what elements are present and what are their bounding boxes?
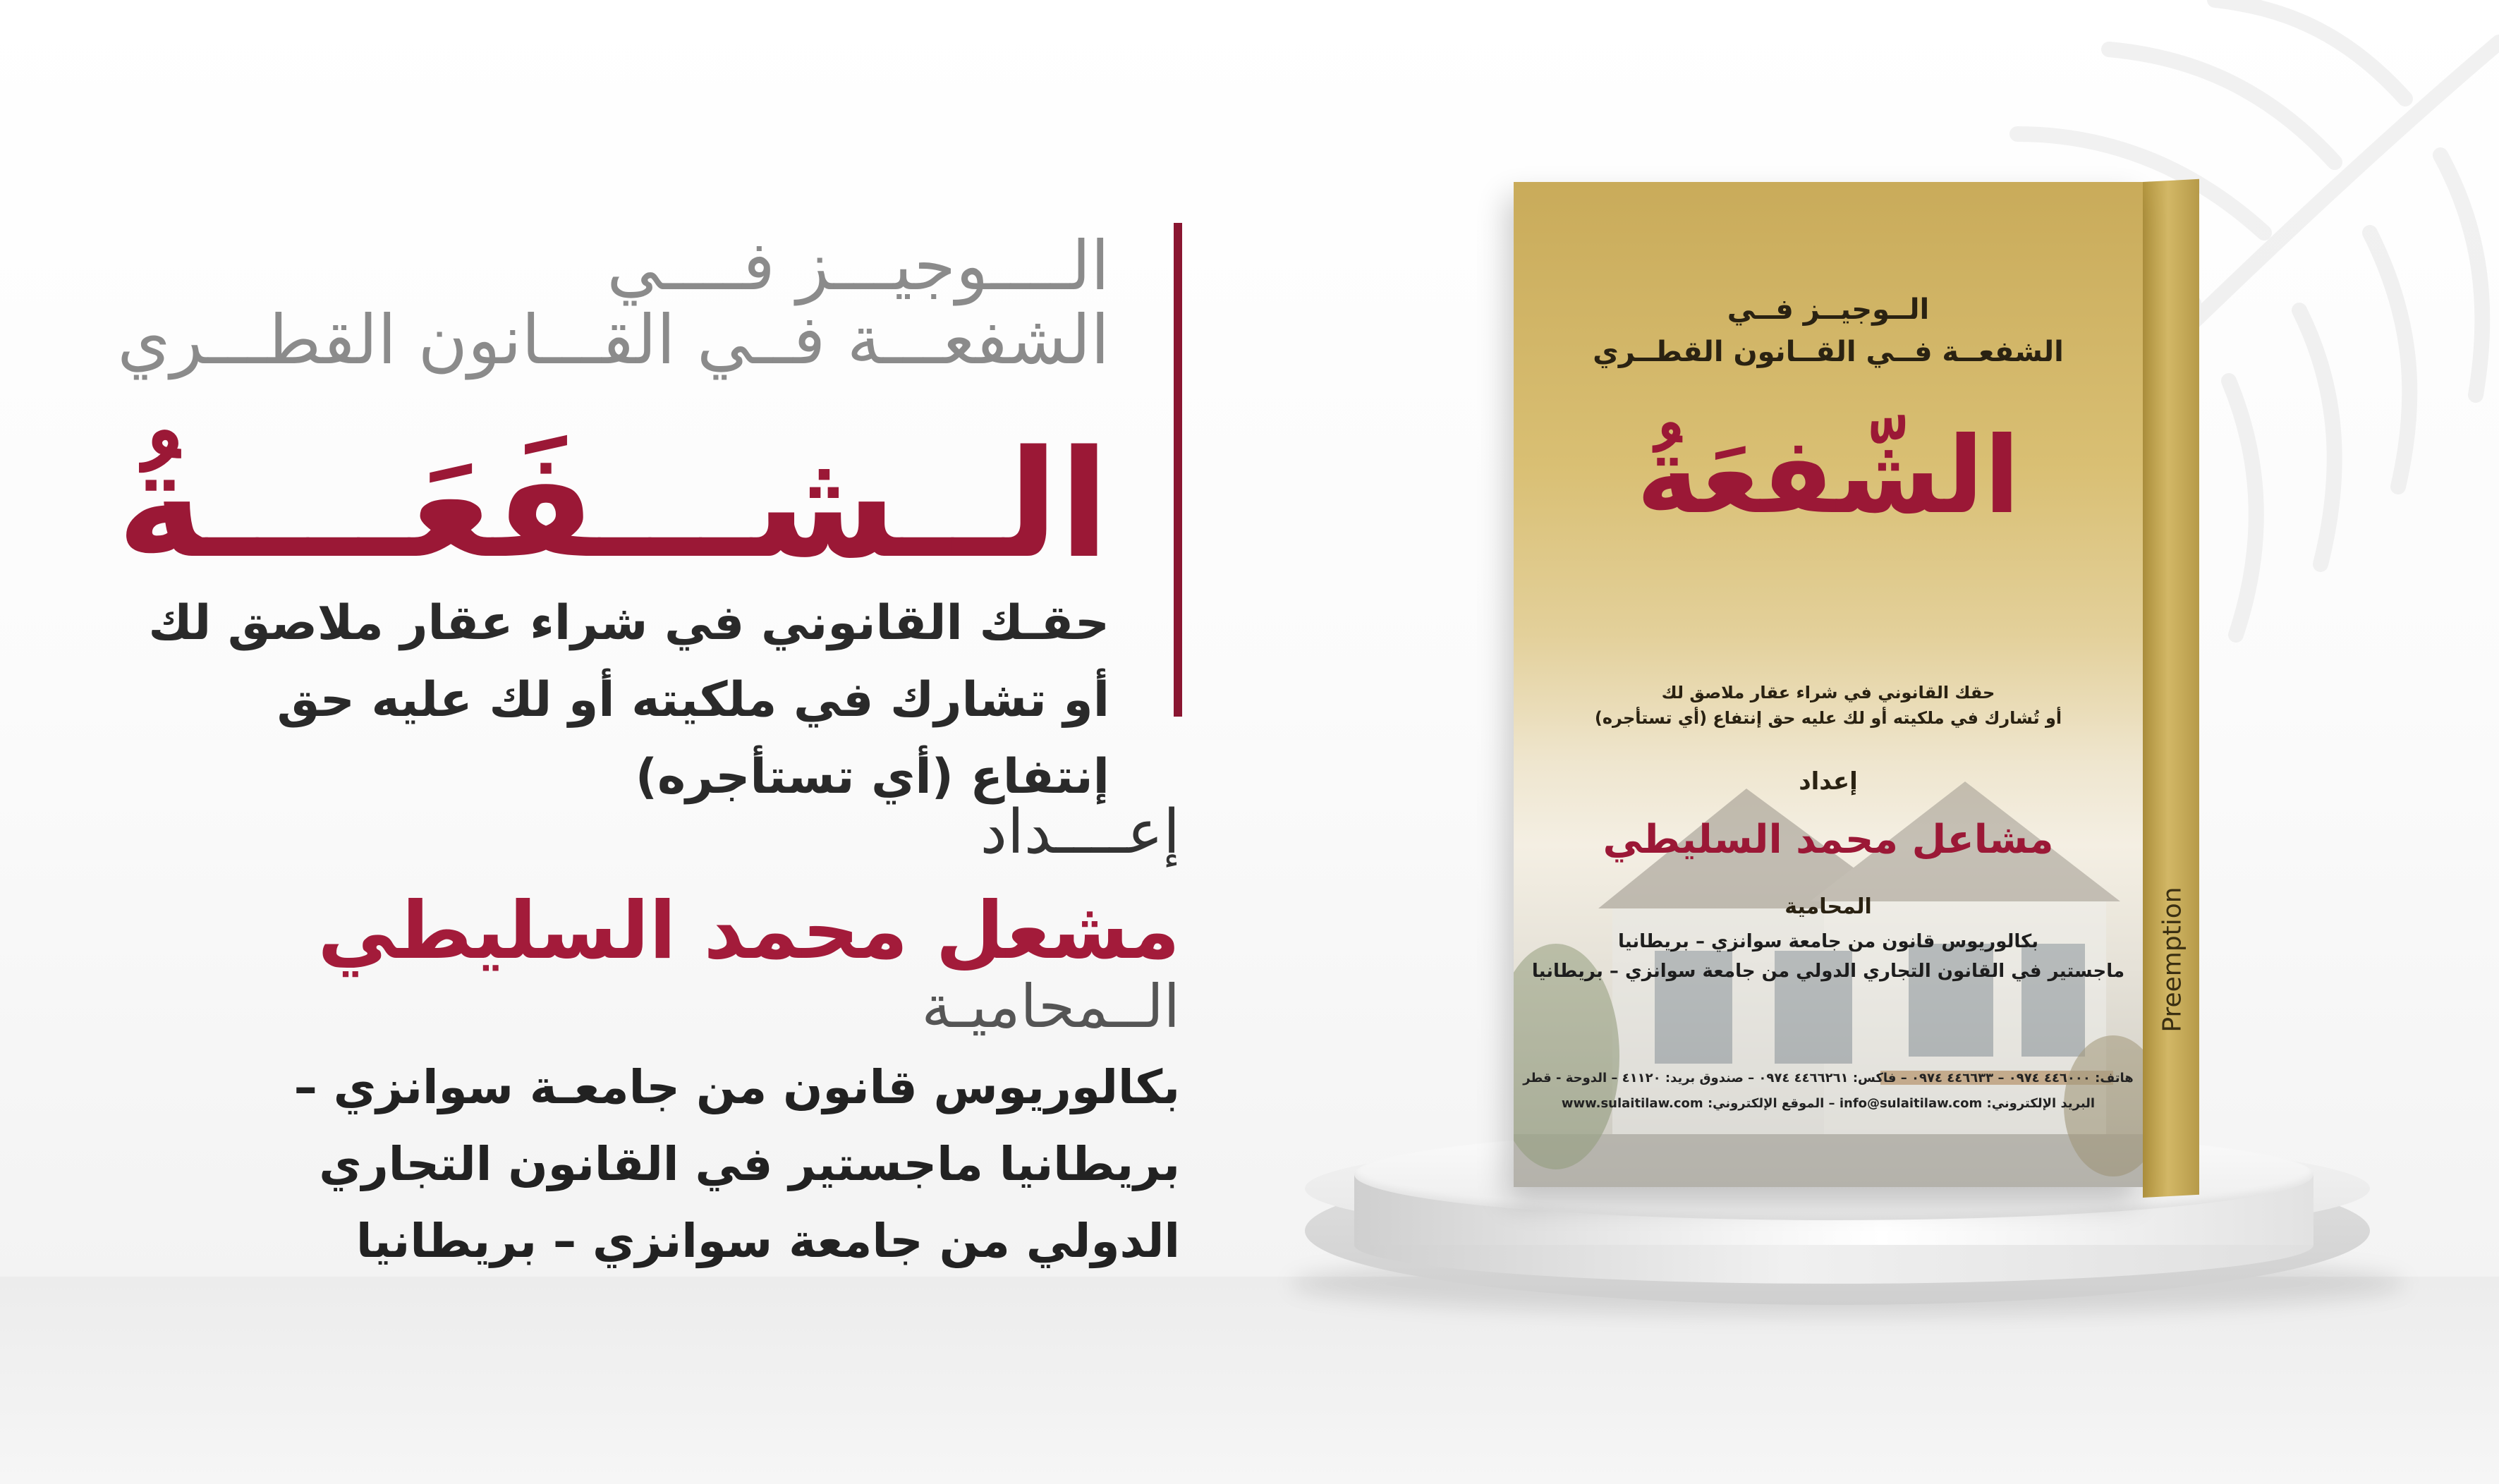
prepared-by-label: إعــــداد (980, 797, 1180, 868)
cover-line-1: الــوجيــز فــي (1727, 293, 1930, 326)
author-title: الــمحاميـة (921, 972, 1180, 1041)
heading-line-1: الــــوجيـــز فــــي (607, 226, 1109, 305)
cover-contact-1: هاتف: ٤٤٦٠٠٠ ٠٩٧٤ – ٤٤٦٦٣٣ ٠٩٧٤ – فاكس: ٤٤٦٦٢٦١ ٠٩٧٤ – صندوق بريد: ٤١١٢٠ – الدوحة - قطر (1523, 1071, 2134, 1085)
cover-author-title: المحامية (1784, 894, 1872, 919)
accent-divider-bar (1174, 223, 1182, 717)
book-spine-label: Preemption (2158, 886, 2187, 1033)
cover-description-1: حقك القانوني في شراء عقار ملاصق لك (1661, 683, 1995, 703)
cover-prepared-by: إعداد (1799, 767, 1858, 796)
cover-title: الشّفعَةُ (1636, 415, 2020, 537)
description-text: حقـك القانوني في شراء عقار ملاصق لك أو تشارك في ملكيته أو لك عليه حق إنتفاع (أي تستأجره) (148, 595, 1109, 805)
author-name: مشعل محمد السليطي (317, 885, 1180, 977)
cover-line-2: الشفعــة فــي القــانون القطــري (1593, 336, 2064, 368)
cover-credential-2: ماجستير في القانون التجاري الدولي من جامعة سوانزي – بريطانيا (1531, 961, 2125, 982)
cover-credential-1: بكالوريوس قانون من جامعة سوانزي – بريطانيا (1618, 931, 2038, 952)
cover-contact-2: البريد الإلكتروني: info@sulaitilaw.com – الموقع الإلكتروني: www.sulaitilaw.com (1561, 1096, 2096, 1111)
book-cover (1514, 182, 2143, 1187)
author-credentials: بكالوريوس قانون من جامعـة سوانزي – بريطانيا ماجستير في القانون التجاري الدولي من جامعة سوانزي – بريطانيا (293, 1060, 1180, 1268)
cover-author-name: مشاعل محمد السليطي (1603, 817, 2054, 863)
cover-description-2: أو تُشارك في ملكيته أو لك عليه حق إنتفاع (أي تستأجره) (1594, 708, 2062, 728)
book-spine (2143, 179, 2199, 1198)
main-title: الــشـــفَعَــــةُ (116, 418, 1109, 591)
heading-line-2: الشفعـــة فــي القـــانون القطـــري (117, 300, 1109, 379)
